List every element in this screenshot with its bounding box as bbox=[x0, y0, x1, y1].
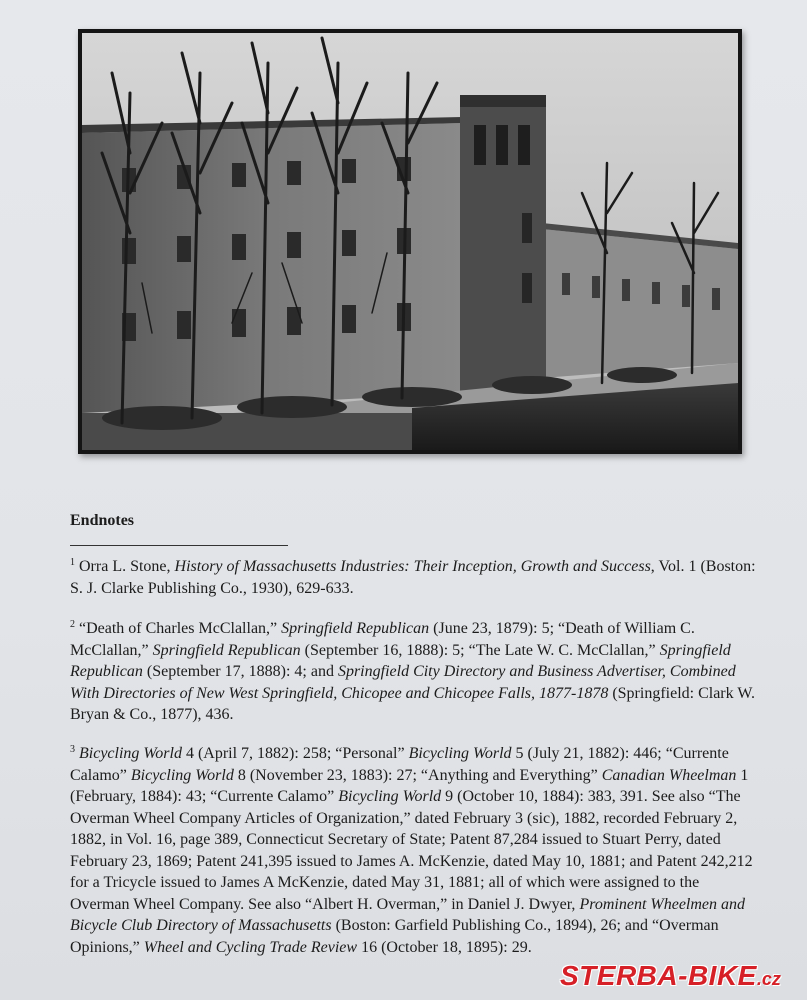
citation-text: (September 17, 1888): 4; and bbox=[142, 663, 338, 680]
citation-title: Springfield Republican bbox=[70, 641, 731, 680]
endnote-1 bbox=[70, 556, 760, 599]
citation-text: 9 (October 10, 1884): 383, 391. See also “The Overman Wheel Company Articles of Organization,” dated February 3 (sic), 1882, recorded February 2, 1882, in Vol. 16, page 389, Connecticut Secretary of State; Patent 87,284 issued to Stuart Perry, dated February 23, 1869; Patent 241,395 issued to James A. McKenzie, dated May 10, 1881; and Patent 242,212 for a Tricycle issued to James A McKenzie, dated May 31, 1881; all of which were assigned to the Overman Wheel Company. See also “Albert H. Overman,” in Daniel J. Dwyer, bbox=[70, 788, 753, 913]
watermark-domain: .cz bbox=[756, 969, 781, 989]
heading-divider bbox=[70, 545, 288, 546]
citation-text: 4 (April 7, 1882): 258; “Personal” bbox=[181, 745, 409, 762]
citation-title: Springfield City Directory and Business Advertiser, Combined With Directories of New West Springfield, Chicopee and Chicopee Falls, 1877-1878 bbox=[70, 663, 736, 702]
citation-title: Springfield Republican bbox=[152, 641, 301, 659]
citation-text: “Death of Charles McClallan,” bbox=[79, 620, 282, 637]
citation-title: Bicycling World bbox=[408, 745, 512, 762]
endnote-number: 1 bbox=[70, 557, 75, 568]
citation-text: (June 23, 1879): 5; “Death of William C. McClallan,” bbox=[70, 620, 695, 659]
site-watermark bbox=[560, 960, 781, 994]
citation-text: 1 (February, 1884): 43; “Currente Calamo” bbox=[70, 766, 749, 805]
citation-text: , Vol. 1 (Boston: S. J. Clarke Publishing Co., 1930), 629-633. bbox=[70, 558, 756, 597]
citation-title: Canadian Wheelman bbox=[601, 766, 737, 784]
citation-title: Bicycling World bbox=[338, 788, 442, 805]
citation-title: Springfield Republican bbox=[281, 620, 430, 637]
citation-text: 16 (October 18, 1895): 29. bbox=[357, 938, 532, 956]
citation-text: (Springfield: Clark W. Bryan & Co., 1877), 436. bbox=[70, 684, 755, 723]
citation-title: Bicycling World bbox=[130, 766, 234, 784]
citation-text: Orra L. Stone, bbox=[79, 558, 175, 575]
citation-title: Bicycling World bbox=[79, 745, 182, 762]
citation-text: (Boston: Garfield Publishing Co., 1894), 26; and “Overman Opinions,” bbox=[70, 917, 719, 956]
citation-text: 8 (November 23, 1883): 27; “Anything and Everything” bbox=[233, 766, 602, 784]
citation-text: 5 (July 21, 1882): 446; “Currente Calamo” bbox=[70, 745, 729, 784]
endnote-number: 2 bbox=[70, 619, 75, 630]
citation-title: History of Massachusetts Industries: Their Inception, Growth and Success bbox=[174, 558, 651, 575]
citation-title: Prominent Wheelmen and Bicycle Club Directory of Massachusetts bbox=[70, 895, 746, 934]
endnote-3 bbox=[70, 743, 760, 958]
citation-title: Wheel and Cycling Trade Review bbox=[143, 938, 358, 956]
endnote-2 bbox=[70, 618, 760, 726]
endnote-number: 3 bbox=[70, 744, 75, 755]
watermark-text: STERBA-BIKE bbox=[560, 960, 757, 991]
citation-text: (September 16, 1888): 5; “The Late W. C. McClallan,” bbox=[300, 641, 660, 659]
mill-building-photo bbox=[78, 29, 742, 454]
endnotes-heading: Endnotes bbox=[70, 512, 135, 529]
